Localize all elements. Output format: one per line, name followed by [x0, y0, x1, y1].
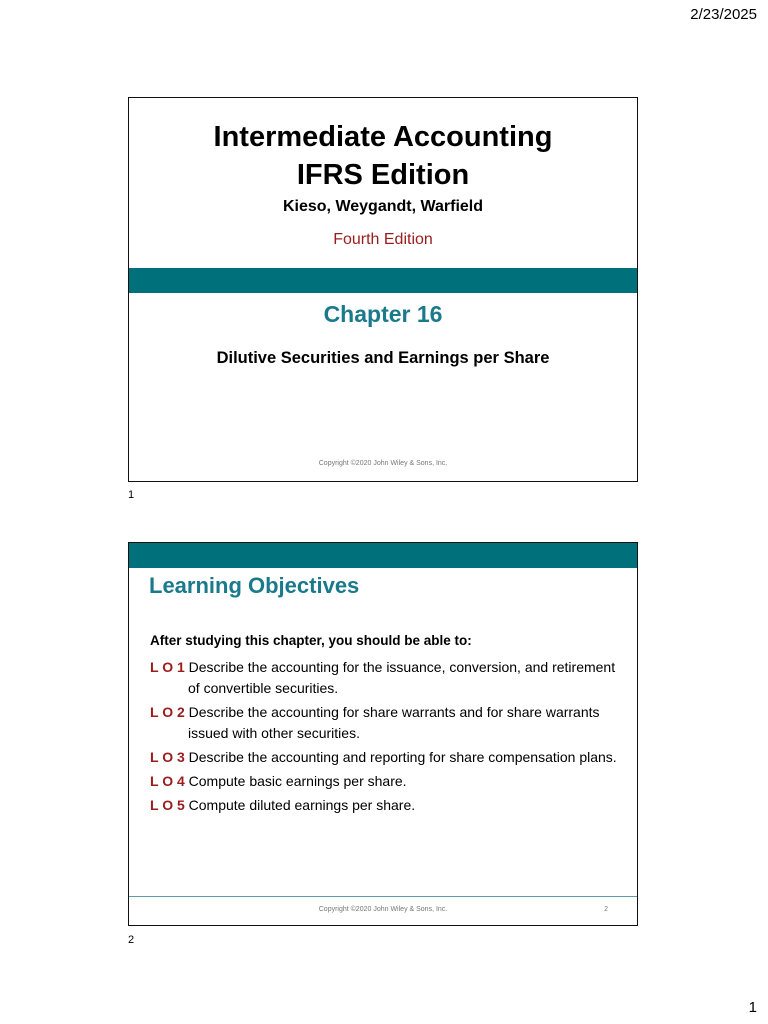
objective-code: L O 1: [150, 659, 185, 675]
page-date: 2/23/2025: [690, 6, 757, 23]
slide-2: [128, 542, 638, 926]
title-line-2: IFRS Edition: [296, 159, 470, 191]
objective-text: Compute basic earnings per share.: [188, 773, 407, 789]
objective-text: Describe the accounting for the issuance, conversion, and retirement of convertible securities.: [188, 659, 616, 696]
objective-text: Compute diluted earnings per share.: [188, 797, 416, 813]
copyright: Copyright ©2020 John Wiley & Sons, Inc.: [318, 906, 448, 913]
page-number: 1: [748, 999, 757, 1016]
slide-1: [128, 97, 638, 482]
footer-divider: [129, 896, 637, 897]
list-item: [150, 657, 620, 699]
authors: Kieso, Weygandt, Warfield: [282, 198, 484, 215]
teal-bar: [129, 543, 637, 568]
objectives-intro: After studying this chapter, you should be able to:: [150, 633, 472, 648]
objective-code: L O 3: [150, 749, 185, 765]
slide-number: 2: [604, 906, 608, 913]
learning-objectives-heading: Learning Objectives: [149, 573, 360, 598]
objective-code: L O 2: [150, 704, 185, 720]
list-item: [150, 702, 620, 744]
title-line-1: Intermediate Accounting: [213, 121, 553, 153]
list-item: [150, 747, 620, 768]
copyright: Copyright ©2020 John Wiley & Sons, Inc.: [318, 460, 448, 467]
objective-code: L O 4: [150, 773, 185, 789]
list-item: [150, 771, 620, 792]
slide-label-2: 2: [128, 934, 135, 946]
chapter-heading: Chapter 16: [323, 301, 443, 327]
list-item: [150, 795, 620, 816]
teal-bar: [129, 268, 637, 293]
objective-code: L O 5: [150, 797, 185, 813]
slide-title: [129, 118, 637, 194]
objective-text: Describe the accounting and reporting for share compensation plans.: [188, 749, 617, 765]
edition: Fourth Edition: [333, 231, 433, 248]
slide-label-1: 1: [128, 489, 135, 501]
objectives-list: [150, 657, 620, 819]
chapter-subtitle: Dilutive Securities and Earnings per Share: [216, 349, 550, 367]
objective-text: Describe the accounting for share warrants and for share warrants issued with other securities.: [188, 704, 600, 741]
